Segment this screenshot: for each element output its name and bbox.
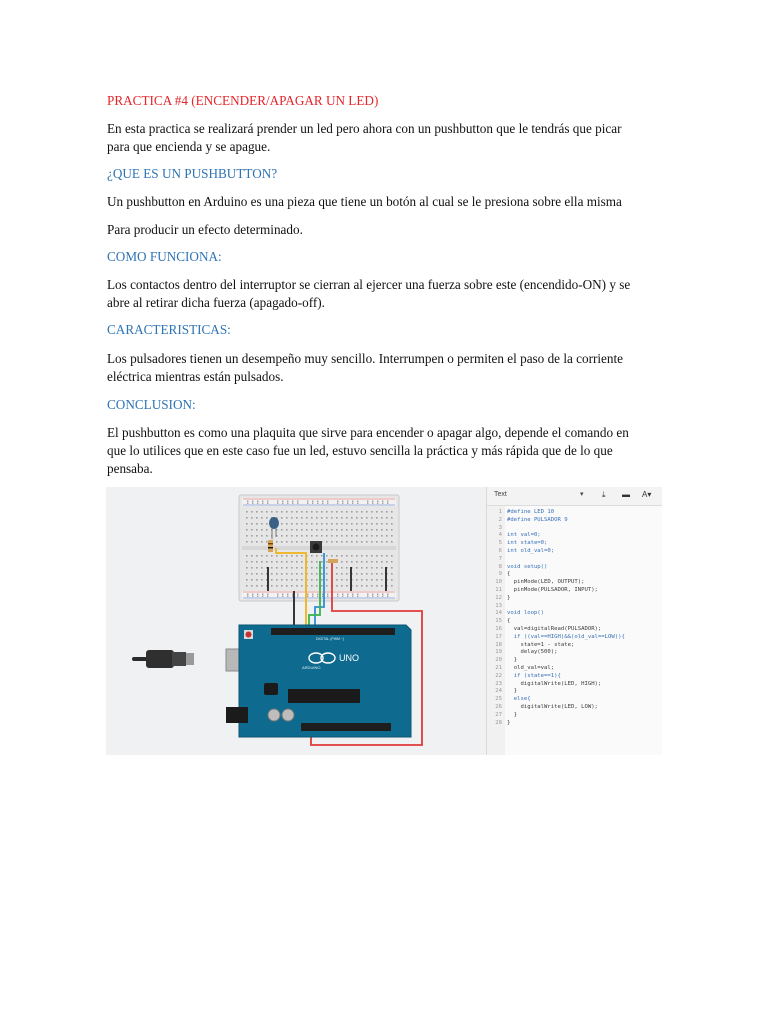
code-text: } — [507, 711, 518, 718]
code-text: old_val=val; — [507, 665, 555, 671]
line-number: 23 — [495, 680, 502, 687]
code-line — [487, 571, 662, 579]
line-number: 21 — [495, 665, 502, 671]
line-number: 13 — [495, 602, 502, 609]
arduino-uno-board — [226, 625, 411, 737]
code-line — [487, 556, 662, 564]
code-line — [487, 564, 662, 572]
line-number: 9 — [498, 571, 502, 578]
paragraph-conclusion-1: El pushbutton es como una plaquita que sirve para encender o apagar algo, depende el comando en — [107, 425, 629, 440]
upload-icon[interactable]: ▬ — [622, 490, 630, 499]
download-icon[interactable]: ⤓ — [602, 490, 606, 499]
paragraph-funciona-1: Los contactos dentro del interruptor se cierran al ejercer una fuerza sobre este (encendido-ON) y se — [107, 277, 631, 292]
code-text: digitalWrite(LED, HIGH); — [507, 680, 602, 687]
font-size-icon[interactable]: A▾ — [642, 490, 652, 499]
code-text: { — [507, 571, 511, 578]
editor-mode-dropdown[interactable]: Text — [494, 491, 507, 498]
code-text: { — [507, 618, 511, 625]
code-line — [487, 610, 662, 618]
tinkercad-screenshot — [106, 487, 662, 755]
code-line — [487, 626, 662, 634]
circuit-diagram — [106, 487, 486, 755]
code-text: } — [507, 688, 518, 695]
line-number: 10 — [495, 579, 502, 586]
code-line — [487, 587, 662, 595]
code-text: pinMode(LED, OUTPUT); — [507, 579, 585, 586]
line-number: 22 — [495, 672, 502, 679]
paragraph-effect: Para producir un efecto determinado. — [107, 222, 303, 237]
line-number: 6 — [498, 548, 502, 554]
board-logo-text: UNO — [339, 653, 359, 663]
intro-line-2: para que encienda y se apague. — [107, 139, 271, 154]
heading-como-funciona: COMO FUNCIONA: — [107, 249, 222, 264]
code-text: int val=0; — [507, 532, 541, 539]
code-line — [487, 704, 662, 712]
code-text: val=digitalRead(PULSADOR); — [507, 626, 602, 632]
code-line — [487, 509, 662, 517]
code-text: else{ — [507, 696, 531, 703]
line-number: 3 — [498, 524, 502, 531]
code-text: } — [507, 594, 511, 601]
code-line — [487, 517, 662, 525]
line-number: 1 — [498, 509, 502, 515]
code-text: void setup() — [507, 563, 548, 570]
board-brand-text: ARDUINO — [302, 665, 321, 670]
code-text: void loop() — [507, 610, 545, 617]
caret-down-icon[interactable]: ▾ — [580, 491, 584, 498]
intro-line-1: En esta practica se realizará prender un led pero ahora con un pushbutton que le tendrás que picar — [107, 121, 622, 136]
line-number: 17 — [495, 633, 502, 640]
usb-cable — [132, 649, 250, 671]
line-number: 14 — [495, 610, 502, 617]
paragraph-caracteristicas-2: eléctrica mientras están pulsados. — [107, 369, 284, 384]
heading-que-es: ¿QUE ES UN PUSHBUTTON? — [107, 166, 278, 181]
line-number: 19 — [495, 649, 502, 656]
line-number: 11 — [495, 587, 502, 593]
line-number: 26 — [495, 704, 502, 710]
board-digital-label: DIGITAL (PWM ~) — [316, 637, 345, 641]
editor-toolbar — [487, 487, 662, 506]
code-line — [487, 548, 662, 556]
line-number: 5 — [498, 540, 502, 547]
line-number: 15 — [495, 618, 502, 625]
code-line — [487, 618, 662, 626]
line-number: 8 — [498, 563, 502, 570]
code-text: } — [507, 719, 511, 726]
line-number: 7 — [498, 555, 502, 562]
line-number: 28 — [495, 719, 502, 726]
heading-conclusion: CONCLUSION: — [107, 397, 196, 412]
code-line — [487, 603, 662, 611]
code-text: if (state==1){ — [507, 672, 561, 679]
code-text: if ((val==HIGH)&&(old_val==LOW)){ — [507, 633, 625, 640]
code-area[interactable] — [487, 506, 662, 755]
heading-caracteristicas: CARACTERISTICAS: — [107, 322, 231, 337]
paragraph-funciona-2: abre al retirar dicha fuerza (apagado-off). — [107, 295, 325, 310]
code-line — [487, 688, 662, 696]
code-text: int old_val=0; — [507, 548, 555, 554]
line-number: 4 — [498, 532, 502, 539]
line-number: 18 — [495, 641, 502, 648]
code-line — [487, 696, 662, 704]
line-number: 25 — [495, 696, 502, 703]
code-line — [487, 540, 662, 548]
code-line — [487, 642, 662, 650]
line-number: 20 — [495, 657, 502, 664]
paragraph-caracteristicas-1: Los pulsadores tienen un desempeño muy sencillo. Interrumpen o permiten el paso de la corriente — [107, 351, 623, 366]
paragraph-definition: Un pushbutton en Arduino es una pieza que tiene un botón al cual se le presiona sobre ella misma — [107, 194, 622, 209]
code-line — [487, 681, 662, 689]
code-text: #define PULSADOR 9 — [507, 516, 568, 523]
code-text: state=1 - state; — [507, 641, 575, 648]
paragraph-conclusion-2: que lo utilices que en este caso fue un led, estuvo sencilla la práctica y más rápida que de lo que — [107, 443, 613, 458]
pushbutton — [310, 541, 322, 553]
line-number: 16 — [495, 626, 502, 632]
code-line — [487, 595, 662, 603]
code-line — [487, 665, 662, 673]
code-text: } — [507, 657, 518, 664]
line-number: 2 — [498, 516, 502, 523]
code-line — [487, 634, 662, 642]
code-line — [487, 712, 662, 720]
code-line — [487, 649, 662, 657]
code-text: int state=0; — [507, 540, 548, 547]
code-text: delay(500); — [507, 649, 558, 656]
code-line — [487, 579, 662, 587]
code-line — [487, 525, 662, 533]
code-editor — [486, 487, 662, 755]
code-line — [487, 657, 662, 665]
code-text: pinMode(PULSADOR, INPUT); — [507, 587, 598, 593]
document-title: PRACTICA #4 (ENCENDER/APAGAR UN LED) — [107, 93, 379, 108]
paragraph-conclusion-3: pensaba. — [107, 461, 153, 476]
code-line — [487, 532, 662, 540]
code-line — [487, 720, 662, 728]
line-number: 27 — [495, 711, 502, 718]
line-number: 24 — [495, 688, 502, 695]
code-text: digitalWrite(LED, LOW); — [507, 704, 598, 710]
line-number: 12 — [495, 594, 502, 601]
code-text: #define LED 10 — [507, 509, 555, 515]
code-line — [487, 673, 662, 681]
